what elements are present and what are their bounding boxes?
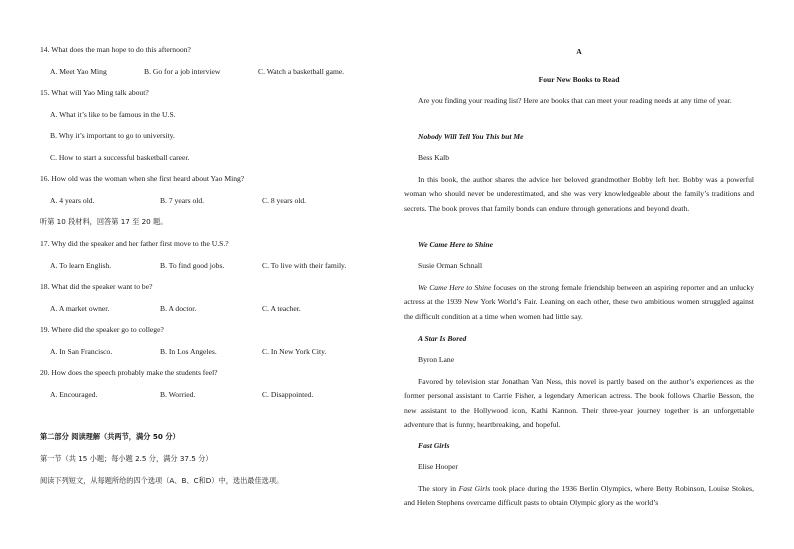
q17-option-b: B. To find good jobs. xyxy=(160,261,225,270)
q19-option-c: C. In New York City. xyxy=(262,347,327,356)
q15-option-b: B. Why it’s important to go to university. xyxy=(50,131,175,140)
book-4-description-lead: The story in xyxy=(418,484,459,493)
q17-option-c: C. To live with their family. xyxy=(262,261,347,270)
question-14-stem: 14. What does the man hope to do this afternoon? xyxy=(40,45,191,54)
q15-option-c: C. How to start a successful basketball career. xyxy=(50,153,190,162)
q18-option-a: A. A market owner. xyxy=(50,304,110,313)
book-4-description xyxy=(404,482,754,511)
book-4-author: Elise Hooper xyxy=(418,462,458,471)
q20-option-c: C. Disappointed. xyxy=(262,390,314,399)
book-2-title-reference: We Came Here to Shine xyxy=(418,283,492,292)
q14-option-b: B. Go for a job interview xyxy=(144,67,221,76)
q19-option-a: A. In San Francisco. xyxy=(50,347,113,356)
book-2-description xyxy=(404,281,754,324)
book-2-author: Susie Orman Schnall xyxy=(418,261,483,270)
intro-paragraph: Are you finding your reading list? Here are books that can meet your reading needs at any time of year. xyxy=(418,96,732,105)
q16-option-b: B. 7 years old. xyxy=(160,196,205,205)
q18-option-b: B. A doctor. xyxy=(160,304,197,313)
passage-title: Four New Books to Read xyxy=(538,75,620,84)
book-2-title: We Came Here to Shine xyxy=(418,240,493,249)
book-3-author: Byron Lane xyxy=(418,355,455,364)
question-16-stem: 16. How old was the woman when she first heard about Yao Ming? xyxy=(40,174,245,183)
q20-option-a: A. Encouraged. xyxy=(50,390,98,399)
question-17-stem: 17. Why did the speaker and her father first move to the U.S.? xyxy=(40,239,229,248)
q20-option-b: B. Worried. xyxy=(160,390,196,399)
q17-option-a: A. To learn English. xyxy=(50,261,112,270)
book-2-description-text: focuses on the strong female friendship between an aspiring reporter and an unlucky actress at the 1939 New York World’s Fair. Leaning on each other, these two ambitious women struggled against the difficult condition at a time when women had little say. xyxy=(404,283,754,321)
passage-letter: A xyxy=(576,47,582,56)
book-4-title-reference: Fast Girls xyxy=(458,484,491,493)
q19-option-b: B. In Los Angeles. xyxy=(160,347,217,356)
part-2-heading: 第二部分 阅读理解（共两节，满分 50 分） xyxy=(40,432,180,441)
q18-option-c: C. A teacher. xyxy=(262,304,301,313)
book-1-author: Bess Kalb xyxy=(418,153,450,162)
book-4-description-text: took place during the 1936 Berlin Olympics, where Betty Robinson, Louise Stokes, and Helen Stephens overcame difficult pasts to obtain Olympic glory as the world’s xyxy=(404,484,754,508)
book-1-description: In this book, the author shares the advice her beloved grandmother Bobby left her. Bobby was a powerful woman who should never be underestimated, and she was very knowledgeable about the family’s traditions and secrets. The book proves that family bonds can endure through generations and beyond death. xyxy=(404,175,754,213)
section-1-heading: 第一节（共 15 小题；每小题 2.5 分，满分 37.5 分） xyxy=(40,454,213,463)
q16-option-a: A. 4 years old. xyxy=(50,196,95,205)
q14-option-c: C. Watch a basketball game. xyxy=(258,67,345,76)
book-1-title: Nobody Will Tell You This but Me xyxy=(418,132,524,141)
question-18-stem: 18. What did the speaker want to be? xyxy=(40,282,153,291)
q14-option-a: A. Meet Yao Ming xyxy=(50,67,107,76)
q16-option-c: C. 8 years old. xyxy=(262,196,307,205)
book-3-title: A Star Is Bored xyxy=(418,334,467,343)
reading-instruction: 阅读下列短文，从每题所给的四个选项（A、B、C和D）中，选出最佳选项。 xyxy=(40,476,284,485)
q15-option-a: A. What it’s like to be famous in the U.S. xyxy=(50,110,176,119)
passage-10-instruction: 听第 10 段材料，回答第 17 至 20 题。 xyxy=(40,217,168,226)
question-20-stem: 20. How does the speech probably make the students feel? xyxy=(40,368,218,377)
book-3-description: Favored by television star Jonathan Van Ness, this novel is partly based on the author’s experiences as the former personal assistant to Carrie Fisher, a legendary American actress. The book follows Charlie Besson, the new assistant to the Hollywood icon, Kathi Kannon. Their three-year journey together is an unforgettable adventure that is funny, heartbreaking, and hopeful. xyxy=(404,377,754,429)
question-15-stem: 15. What will Yao Ming talk about? xyxy=(40,88,149,97)
question-19-stem: 19. Where did the speaker go to college? xyxy=(40,325,164,334)
book-4-title: Fast Girls xyxy=(418,441,450,450)
